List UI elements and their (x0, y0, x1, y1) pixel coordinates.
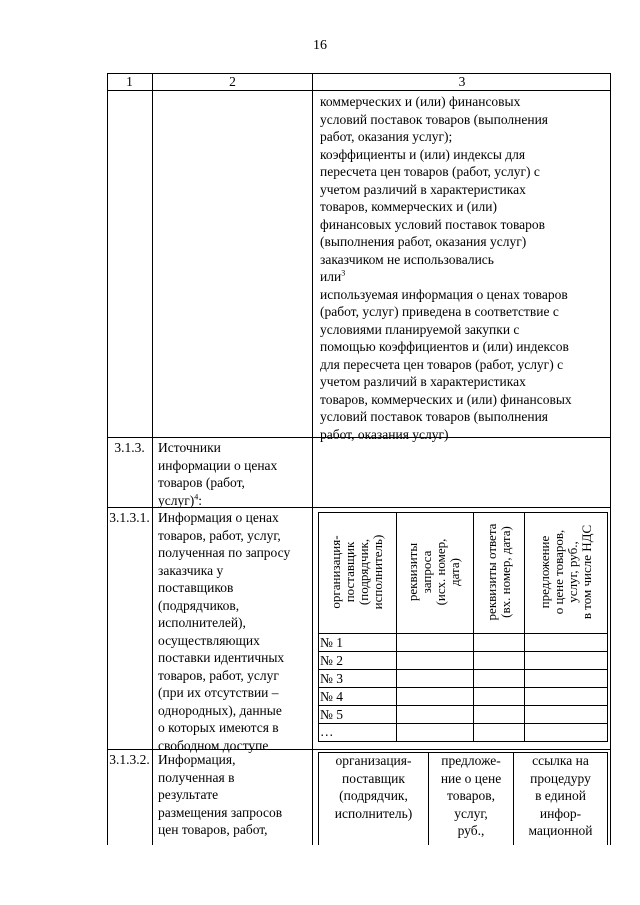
text-line: работ, оказания услуг); (320, 129, 453, 144)
text-line: поставки идентичных (158, 650, 285, 665)
inner-row-divider (318, 651, 608, 652)
header-col-1: 1 (126, 74, 133, 89)
inner-header-response: реквизиты ответа (вх. номер, дата) (484, 523, 513, 621)
text-line: (выполнения работ, оказания услуг) (320, 234, 527, 249)
inner-row-label: … (320, 724, 334, 739)
row-3132-description (158, 751, 310, 839)
text-line: (при их отсутствии – (158, 685, 279, 700)
table-border-left (107, 73, 108, 845)
text-line: цен товаров, работ, (158, 822, 268, 837)
header-col-3: 3 (458, 74, 466, 89)
inner-header-price: предложение о цене товаров, услуг, руб., в том числе НДС (537, 524, 594, 620)
text-line: финансовых условий поставок товаров (320, 216, 546, 232)
text-line: заказчика у (158, 562, 224, 578)
text-line: условиями планируемой закупки с (320, 321, 520, 337)
text-line: Информация, (158, 752, 236, 767)
page-number: 16 (313, 38, 327, 53)
text-line: результате (158, 787, 219, 802)
text-line: размещения запросов (158, 804, 283, 820)
inner-row-label: № 4 (320, 689, 344, 704)
text-line: товаров, работ, услуг (158, 667, 279, 683)
text-line: о которых имеются в (158, 720, 279, 735)
row-313-description (158, 439, 310, 509)
text-line: пересчета цен товаров (работ, услуг) с (320, 164, 540, 179)
text-line: используемая информация о ценах товаров (320, 286, 568, 302)
table-border-right (610, 73, 611, 845)
footnote-ref: 4 (194, 492, 199, 501)
inner-row-label: № 2 (320, 653, 344, 668)
inner-border-bottom (318, 741, 608, 742)
text-line: работ, оказания услуг) (320, 426, 449, 442)
text-line: для пересчета цен товаров (работ, услуг) с (320, 356, 564, 372)
text-line: (подрядчиков, (158, 597, 240, 613)
continued-text (320, 93, 610, 443)
header-col-2: 2 (229, 74, 236, 89)
text-line: заказчиком не использовались (320, 251, 494, 267)
text-line: однородных), данные (158, 702, 282, 718)
text-line: информации о ценах (158, 457, 278, 473)
inner-row-divider (318, 669, 608, 670)
text-line: осуществляющих (158, 632, 260, 648)
row-3132-number: 3.1.3.2. (109, 752, 150, 767)
inner-header-supplier: организация- поставщик (подрядчик, исполнитель) (328, 534, 385, 610)
row-313-number: 3.1.3. (114, 440, 145, 455)
text-line: товаров, коммерческих и (или) (320, 199, 497, 214)
inner-border-right (607, 752, 608, 845)
inner-header-request: реквизиты запроса (исх. номер, дата) (405, 538, 462, 606)
inner-row-divider (318, 705, 608, 706)
text-line: условий поставок товаров (выполнения (320, 111, 549, 127)
inner-row-label: № 5 (320, 707, 344, 722)
text-line: товаров (работ, (158, 475, 245, 490)
text-line: учетом различий в характеристиках (320, 181, 526, 197)
text-line: свободном доступе (158, 737, 269, 753)
inner-header-price-offer: предложе- ние о цене товаров, услуг, руб., (440, 753, 502, 838)
text-line: услуг)$^4$: (158, 492, 203, 508)
text-line: коэффициенты и (или) индексы для (320, 146, 526, 162)
row-3131-number: 3.1.3.1. (109, 510, 150, 525)
footnote-ref: 3 (341, 268, 346, 278)
request-results-table (318, 752, 608, 845)
inner-row-divider (318, 723, 608, 724)
text-line: товаров, работ, услуг, (158, 527, 281, 543)
inner-header-procedure-link: ссылка на процедуру в единой инфор- мационной (528, 753, 593, 838)
text-line: полученная в (158, 769, 235, 785)
supplier-quotes-table (318, 512, 608, 742)
text-line: исполнителей), (158, 615, 246, 630)
text-line: товаров, коммерческих и (или) финансовых (320, 391, 572, 407)
inner-row-label: № 3 (320, 671, 344, 686)
text-line: коммерческих и (или) финансовых (320, 94, 521, 109)
inner-header-divider (318, 633, 608, 634)
text-line: полученная по запросу (158, 545, 291, 560)
inner-header-supplier: организация- поставщик (подрядчик, исполнитель) (334, 753, 413, 821)
text-line: Источники (158, 440, 221, 455)
column-divider-2 (312, 73, 313, 845)
inner-border-right (607, 512, 608, 742)
inner-row-divider (318, 687, 608, 688)
row-3131-description (158, 509, 310, 754)
text-line: учетом различий в характеристиках (320, 374, 526, 389)
or-line: или$^3$ (320, 268, 346, 284)
text-line: поставщиков (158, 580, 234, 595)
column-divider-1 (152, 73, 153, 845)
text-line: условий поставок товаров (выполнения (320, 409, 549, 424)
main-table (107, 73, 611, 845)
text-line: (работ, услуг) приведена в соответствие с (320, 304, 559, 319)
inner-row-label: № 1 (320, 635, 344, 650)
text-line: помощью коэффициентов и (или) индексов (320, 339, 569, 354)
text-line: Информация о ценах (158, 510, 279, 525)
inner-col-divider (524, 512, 525, 742)
